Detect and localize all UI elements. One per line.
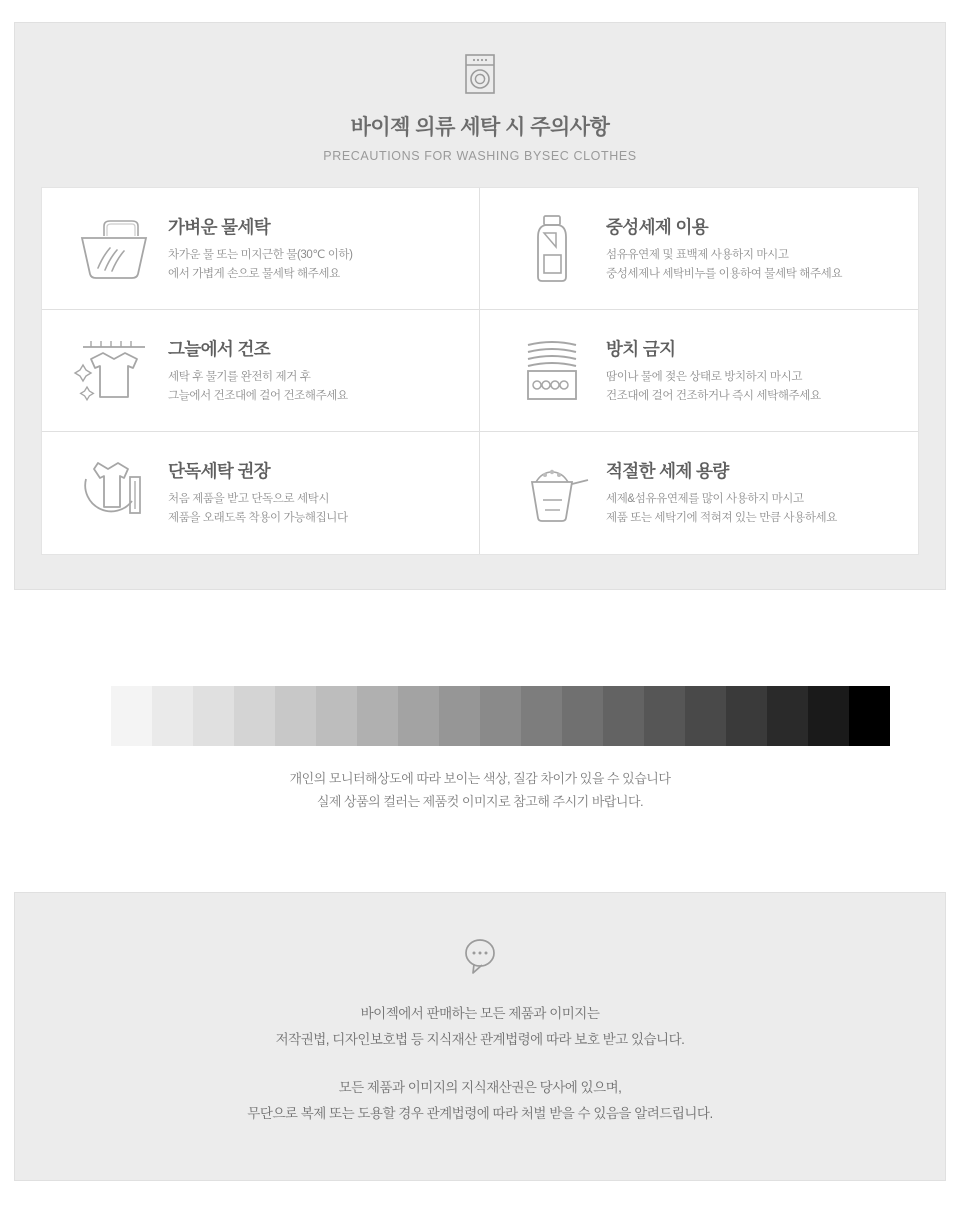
copyright-line2: 저작권법, 디자인보호법 등 지식재산 관계법령에 따라 보호 받고 있습니다. (275, 1031, 685, 1047)
copyright-line1: 바이젝에서 판매하는 모든 제품과 이미지는 (360, 1005, 600, 1021)
hand-wash-icon (66, 216, 162, 282)
care-subtitle: PRECAUTIONS FOR WASHING BYSEC CLOTHES (323, 149, 637, 163)
washing-care-section (14, 22, 946, 590)
neutral-detergent-bottle-icon (504, 213, 600, 285)
grayscale-swatch (111, 686, 152, 746)
care-item-heading: 단독세탁 권장 (168, 461, 271, 482)
grayscale-swatch (767, 686, 808, 746)
grayscale-swatch (152, 686, 193, 746)
copyright-line4: 무단으로 복제 또는 도용할 경우 관계법령에 따라 처벌 받을 수 있음을 알려드립니다. (247, 1106, 713, 1122)
care-item-text (600, 458, 837, 528)
care-item-line2: 건조대에 걸어 건조하거나 즉시 세탁해주세요 (606, 389, 821, 402)
grayscale-swatch (480, 686, 521, 746)
care-item-line1: 세탁 후 물기를 완전히 제거 후 (168, 370, 311, 383)
care-item-neutral-detergent (480, 188, 918, 310)
wash-separately-icon (66, 455, 162, 531)
grayscale-swatch (562, 686, 603, 746)
shade-dry-icon (66, 335, 162, 407)
care-item-heading: 중성세제 이용 (606, 216, 709, 237)
care-item-wash-separately (42, 432, 480, 554)
grayscale-swatch (275, 686, 316, 746)
care-item-heading: 가벼운 물세탁 (168, 216, 271, 237)
monitor-color-section (0, 686, 960, 814)
care-item-heading: 적절한 세제 용량 (606, 461, 729, 482)
monitor-note (0, 768, 960, 814)
grayscale-swatch (316, 686, 357, 746)
grayscale-swatch (70, 686, 111, 746)
care-item-line1: 차가운 물 또는 미지근한 물(30℃ 이하) (168, 248, 353, 261)
care-item-line2: 중성세제나 세탁비누를 이용하여 물세탁 해주세요 (606, 267, 843, 280)
care-item-heading: 방치 금지 (606, 338, 676, 359)
washing-machine-icon (457, 51, 503, 97)
care-item-do-not-leave-wet (480, 310, 918, 432)
copyright-line3: 모든 제품과 이미지의 지식재산권은 당사에 있으며, (338, 1080, 622, 1096)
grayscale-swatch (726, 686, 767, 746)
care-item-hand-wash (42, 188, 480, 310)
grayscale-swatch (644, 686, 685, 746)
care-item-text (162, 336, 348, 406)
care-grid (41, 187, 919, 555)
grayscale-swatch (439, 686, 480, 746)
care-header (41, 51, 919, 163)
grayscale-swatch (603, 686, 644, 746)
grayscale-swatch (685, 686, 726, 746)
grayscale-swatch (808, 686, 849, 746)
copyright-section (14, 892, 946, 1181)
care-item-heading: 그늘에서 건조 (168, 338, 271, 359)
care-item-line1: 섬유유연제 및 표백제 사용하지 마시고 (606, 248, 789, 261)
grayscale-swatch (849, 686, 890, 746)
care-item-text (600, 336, 821, 406)
monitor-note-line2: 실제 상품의 컬러는 제품컷 이미지로 참고해 주시기 바랍니다. (316, 793, 644, 809)
care-item-line2: 제품 또는 세탁기에 적혀져 있는 만큼 사용하세요 (606, 512, 837, 524)
care-item-line1: 세제&섬유유연제를 많이 사용하지 마시고 (606, 493, 804, 506)
care-item-line2: 제품을 오래도록 착용이 가능해집니다 (168, 512, 348, 524)
grayscale-swatch (357, 686, 398, 746)
do-not-leave-wet-icon (504, 335, 600, 407)
care-item-text (600, 214, 842, 284)
care-item-text (162, 458, 348, 528)
detergent-amount-icon (504, 460, 600, 526)
care-item-detergent-amount (480, 432, 918, 554)
care-item-text (162, 214, 353, 284)
speech-bubble-ellipsis-icon (458, 935, 502, 975)
grayscale-swatch (234, 686, 275, 746)
care-item-line2: 에서 가볍게 손으로 물세탁 해주세요 (168, 267, 340, 280)
care-item-line1: 처음 제품을 받고 단독으로 세탁시 (168, 493, 330, 506)
care-item-line2: 그늘에서 건조대에 걸어 건조해주세요 (168, 389, 348, 402)
grayscale-swatch (398, 686, 439, 746)
grayscale-swatch (193, 686, 234, 746)
care-title: 바이젝 의류 세탁 시 주의사항 (350, 116, 610, 139)
care-item-line1: 땀이나 물에 젖은 상태로 방치하지 마시고 (606, 370, 803, 383)
monitor-note-line1: 개인의 모니터해상도에 따라 보이는 색상, 질감 차이가 있을 수 있습니다 (289, 771, 671, 786)
grayscale-swatch (521, 686, 562, 746)
grayscale-bar (70, 686, 890, 746)
care-item-shade-dry (42, 310, 480, 432)
copyright-spacer (35, 1053, 925, 1075)
